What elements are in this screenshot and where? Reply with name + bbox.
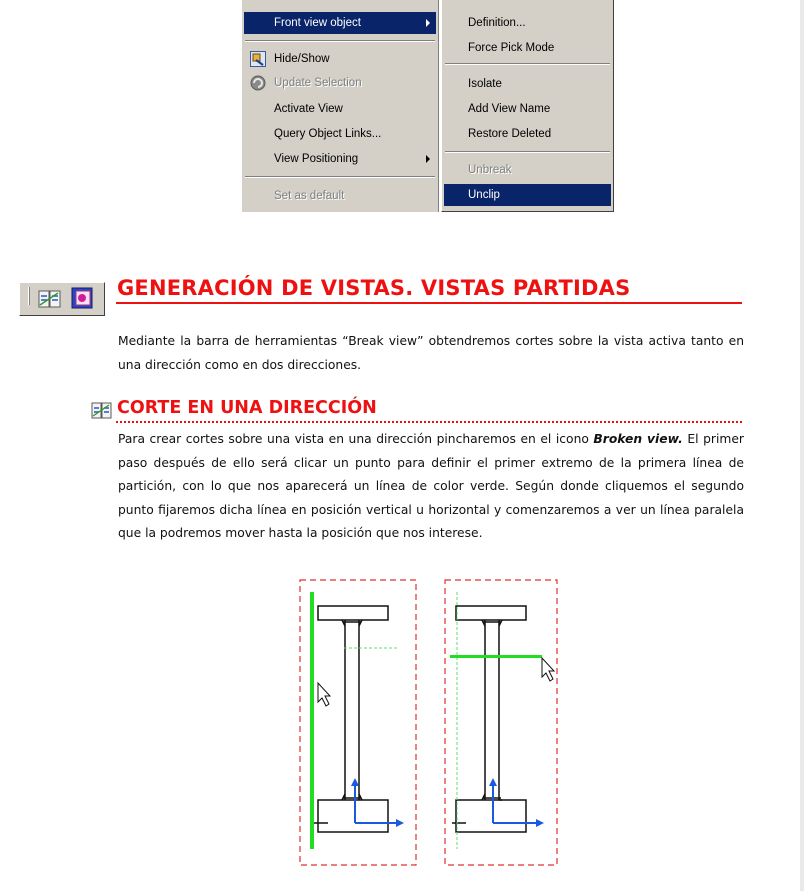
section-title-underline [116, 302, 742, 304]
broken-view-figure [298, 578, 563, 868]
menu-item-view-positioning[interactable]: View Positioning [244, 148, 436, 170]
body-text: Para crear cortes sobre una vista en una dirección pincharemos en el icono [118, 432, 594, 446]
menu-separator [245, 176, 435, 178]
submenu [441, 0, 614, 212]
subsection-title-underline [116, 421, 742, 423]
mouse-cursor-icon [318, 683, 330, 706]
section-intro: Mediante la barra de herramientas “Break view” obtendremos cortes sobre la vista activa tanto en una dirección como en dos direcciones. [118, 334, 744, 372]
i-beam-part [318, 606, 388, 832]
menu-item-activate-view[interactable]: Activate View [274, 103, 343, 115]
axis-icon [489, 778, 544, 827]
view-left [300, 580, 416, 865]
broken-view-emphasis: Broken view. [593, 432, 683, 446]
partition-line [310, 592, 314, 849]
mouse-cursor-icon [542, 658, 554, 681]
menu-item-add-view-name[interactable]: Add View Name [468, 103, 551, 115]
partition-line [450, 655, 542, 658]
broken-view-icon[interactable] [38, 288, 62, 310]
menu-item-unbreak[interactable]: Unbreak [468, 164, 512, 176]
breakout-view-icon[interactable] [70, 286, 96, 311]
menu-separator [445, 151, 610, 153]
hide-show-icon [250, 51, 266, 67]
submenu-arrow-icon [426, 155, 430, 163]
menu-separator [445, 63, 610, 65]
menu-item-definition[interactable]: Definition... [468, 17, 526, 29]
menu-item-isolate[interactable]: Isolate [468, 78, 502, 90]
menu-item-update-selection[interactable]: Update Selection [244, 72, 436, 94]
menu-item-hide-show[interactable]: Hide/Show [244, 48, 436, 70]
context-menu-screenshot [241, 0, 614, 212]
i-beam-part [456, 606, 526, 832]
section-title: GENERACIÓN DE VISTAS. VISTAS PARTIDAS [117, 276, 631, 300]
menu-item-front-view-object[interactable]: Front view object [244, 12, 436, 34]
context-menu [241, 0, 439, 212]
menu-item-query-object-links[interactable]: Query Object Links... [274, 128, 382, 140]
subsection-body [118, 428, 744, 546]
submenu-arrow-icon [426, 19, 430, 27]
update-icon [250, 75, 266, 91]
page-edge [800, 0, 804, 891]
menu-item-unclip[interactable]: Unclip [444, 184, 611, 206]
subsection-title: CORTE EN UNA DIRECCIÓN [117, 398, 377, 418]
view-right [445, 580, 557, 865]
broken-view-icon [91, 401, 112, 422]
menu-item-force-pick-mode[interactable]: Force Pick Mode [468, 42, 555, 54]
break-view-toolbar [19, 282, 105, 316]
menu-separator [245, 40, 435, 42]
body-text: El primer paso después de ello será clicar un punto para definir el primer extremo de la primera línea de partición, con lo que nos aparecerá un línea de color verde. Según donde cliquemos el segundo punto fijaremos dicha línea en posición vertical u horizontal y comenzaremos a ver un línea paralela que la podremos mover hasta la posición que nos interese. [118, 432, 744, 540]
menu-item-set-as-default[interactable]: Set as default [274, 190, 345, 202]
menu-item-restore-deleted[interactable]: Restore Deleted [468, 128, 552, 140]
toolbar-grip [28, 287, 30, 305]
